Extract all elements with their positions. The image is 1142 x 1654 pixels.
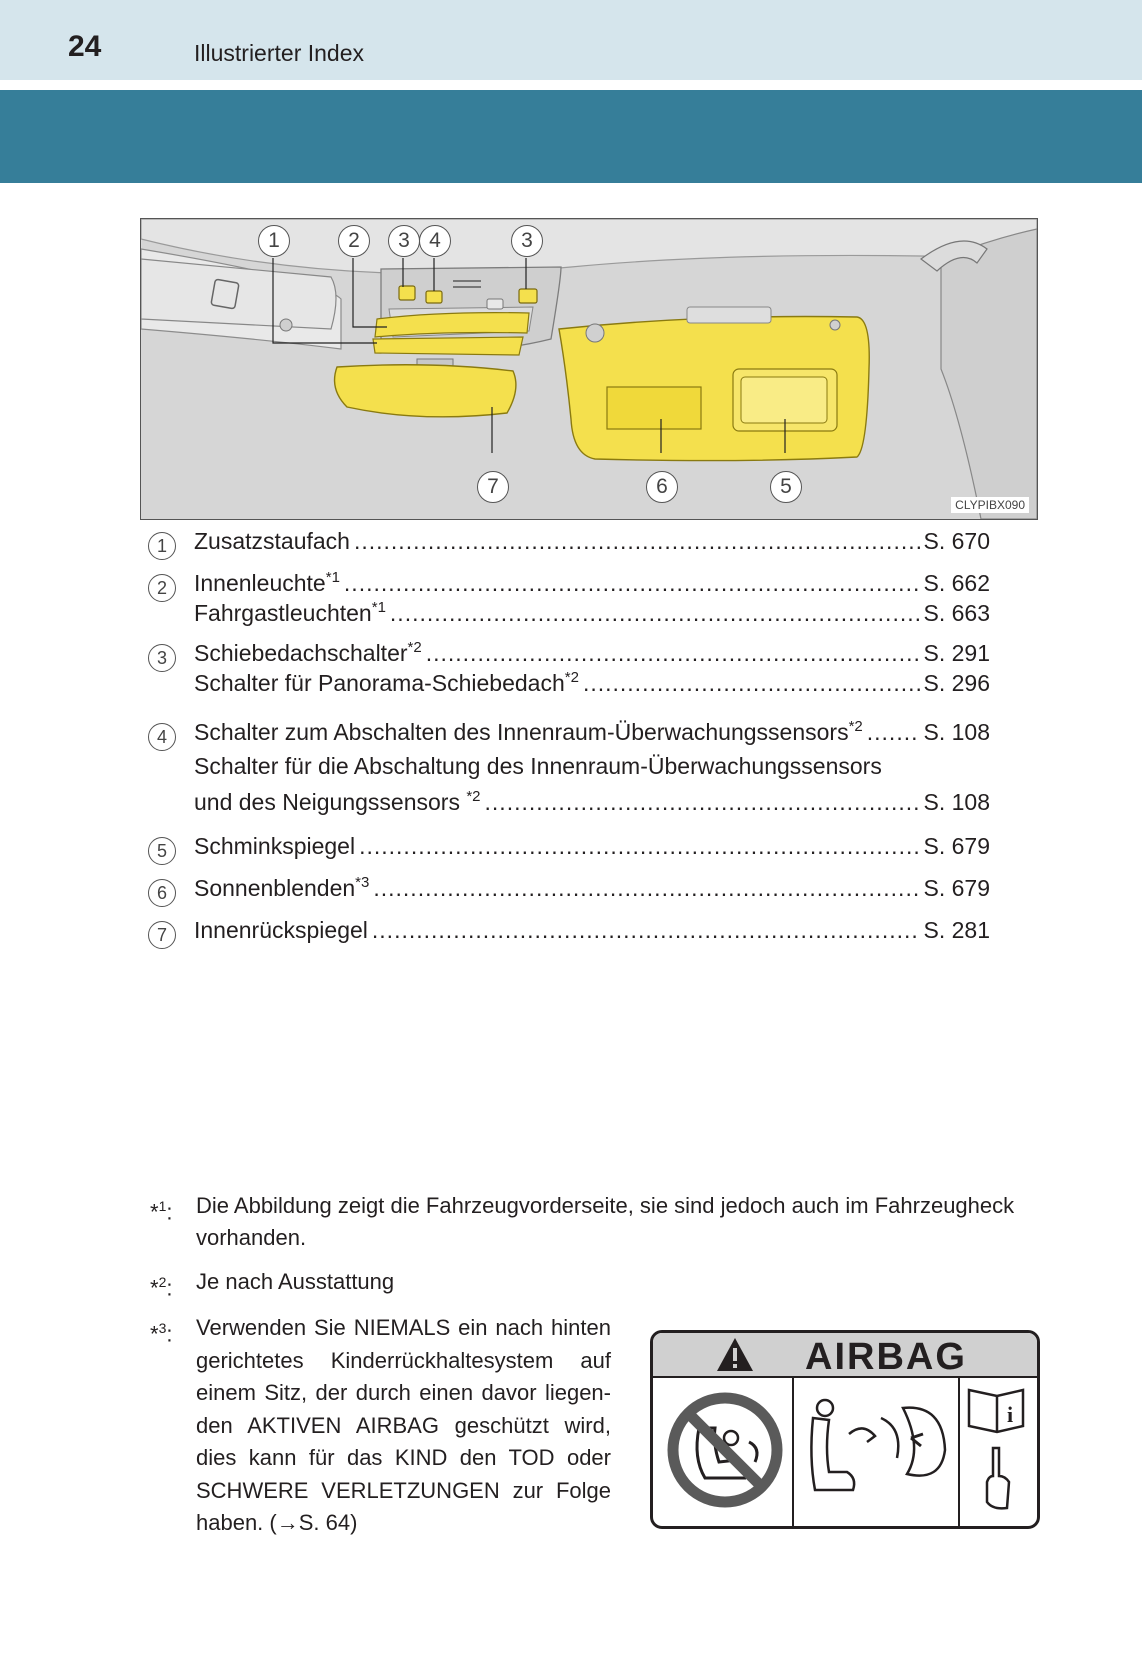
entry-label: Zusatzstaufach bbox=[194, 528, 350, 554]
index-row bbox=[194, 789, 990, 816]
entry-number: 3 bbox=[148, 644, 176, 672]
entry-footnote-ref: *1 bbox=[371, 599, 386, 616]
page-header bbox=[0, 0, 1142, 80]
footnote-number: 3 bbox=[158, 1320, 167, 1336]
index-row bbox=[194, 640, 990, 667]
airbag-title: AIRBAG bbox=[805, 1336, 967, 1378]
footnote-mark: * bbox=[150, 1199, 159, 1225]
entry-label: Schalter für die Abschaltung des Innenraum-Überwachungssensors bbox=[194, 753, 882, 779]
airbag-label-header bbox=[653, 1333, 1037, 1378]
section-title: Illustrierter Index bbox=[194, 40, 365, 66]
svg-text:i: i bbox=[1007, 1402, 1014, 1427]
entry-label: Schalter zum Abschalten des Innenraum-Überwachungssensors bbox=[194, 719, 849, 745]
index-row bbox=[194, 875, 990, 902]
airbag-deployment-icon bbox=[811, 1400, 945, 1490]
index-row bbox=[194, 528, 990, 555]
entry-label: Sonnenblenden bbox=[194, 875, 356, 901]
footnote-mark: * bbox=[150, 1275, 159, 1301]
warning-triangle-icon bbox=[715, 1336, 755, 1374]
entry-number: 7 bbox=[148, 921, 176, 949]
figure-code: CLYPIBX090 bbox=[951, 497, 1029, 513]
entry-label: Schalter für Panorama-Schiebedach bbox=[194, 670, 565, 696]
entry-page-ref[interactable]: S. 679 bbox=[923, 875, 990, 901]
headliner-illustration bbox=[141, 219, 1037, 519]
entry-number: 1 bbox=[148, 532, 176, 560]
index-row bbox=[194, 719, 990, 746]
airbag-pictograms bbox=[653, 1378, 1037, 1526]
entry-label: Fahrgastleuchten bbox=[194, 600, 372, 626]
entry-label: Innenrückspiegel bbox=[194, 917, 368, 943]
callout-5: 5 bbox=[770, 471, 802, 503]
callout-6: 6 bbox=[646, 471, 678, 503]
entry-number: 5 bbox=[148, 837, 176, 865]
callout-4: 4 bbox=[419, 225, 451, 257]
airbag-warning-label bbox=[650, 1330, 1040, 1529]
manual-book-icon bbox=[969, 1390, 1023, 1508]
footnote-text: Verwenden Sie NIEMALS ein nach hinten gerichtetes Kinderrückhaltesystem auf einem Sitz, der durch einen davor liegen-den AKTIVEN AIRBAG geschützt wird, dies kann für das KIND den TOD oder SCHWERE VERLETZUNGEN zur Folge haben. (→S. 64) bbox=[196, 1315, 611, 1535]
entry-page-ref[interactable]: S. 108 bbox=[923, 719, 990, 745]
entry-page-ref[interactable]: S. 296 bbox=[923, 670, 990, 696]
entry-page-ref[interactable]: S. 108 bbox=[923, 789, 990, 815]
footnote-text: Die Abbildung zeigt die Fahrzeugvorderseite, sie sind jedoch auch im Fahrzeugheck vorhanden. bbox=[196, 1193, 1015, 1250]
callout-3b: 3 bbox=[511, 225, 543, 257]
entry-page-ref[interactable]: S. 670 bbox=[923, 528, 990, 554]
entry-footnote-ref: *2 bbox=[848, 718, 863, 735]
index-row bbox=[194, 917, 990, 944]
entry-page-ref[interactable]: S. 291 bbox=[923, 640, 990, 666]
footnote-number: 2 bbox=[158, 1274, 167, 1290]
callout-7: 7 bbox=[477, 471, 509, 503]
illustration-figure bbox=[140, 218, 1038, 520]
footnote-number: 1 bbox=[158, 1198, 167, 1214]
entry-label: Schminkspiegel bbox=[194, 833, 356, 859]
entry-label: Schiebedachschalter bbox=[194, 640, 408, 666]
callout-3: 3 bbox=[388, 225, 420, 257]
entry-page-ref[interactable]: S. 679 bbox=[923, 833, 990, 859]
entry-page-ref[interactable]: S. 281 bbox=[923, 917, 990, 943]
page-number: 24 bbox=[68, 30, 102, 63]
header-band bbox=[0, 90, 1142, 183]
callout-1: 1 bbox=[258, 225, 290, 257]
index-row bbox=[194, 670, 990, 697]
footnote-mark: * bbox=[150, 1321, 159, 1347]
entry-footnote-ref: *2 bbox=[564, 669, 579, 686]
entry-footnote-ref: *1 bbox=[325, 569, 340, 586]
index-row bbox=[194, 570, 990, 597]
entry-footnote-ref: *3 bbox=[355, 874, 370, 891]
index-row bbox=[194, 600, 990, 627]
callout-2: 2 bbox=[338, 225, 370, 257]
entry-page-ref[interactable]: S. 662 bbox=[923, 570, 990, 596]
entry-page-ref[interactable]: S. 663 bbox=[923, 600, 990, 626]
entry-number: 6 bbox=[148, 879, 176, 907]
index-row bbox=[194, 833, 990, 860]
entry-label: und des Neigungssensors bbox=[194, 789, 467, 815]
entry-number: 4 bbox=[148, 723, 176, 751]
footnote-text: Je nach Ausstattung bbox=[196, 1269, 395, 1294]
no-rear-facing-child-seat-icon bbox=[673, 1398, 777, 1502]
entry-number: 2 bbox=[148, 574, 176, 602]
entry-label: Innenleuchte bbox=[194, 570, 326, 596]
entry-footnote-ref: *2 bbox=[466, 788, 481, 805]
entry-footnote-ref: *2 bbox=[407, 639, 422, 656]
